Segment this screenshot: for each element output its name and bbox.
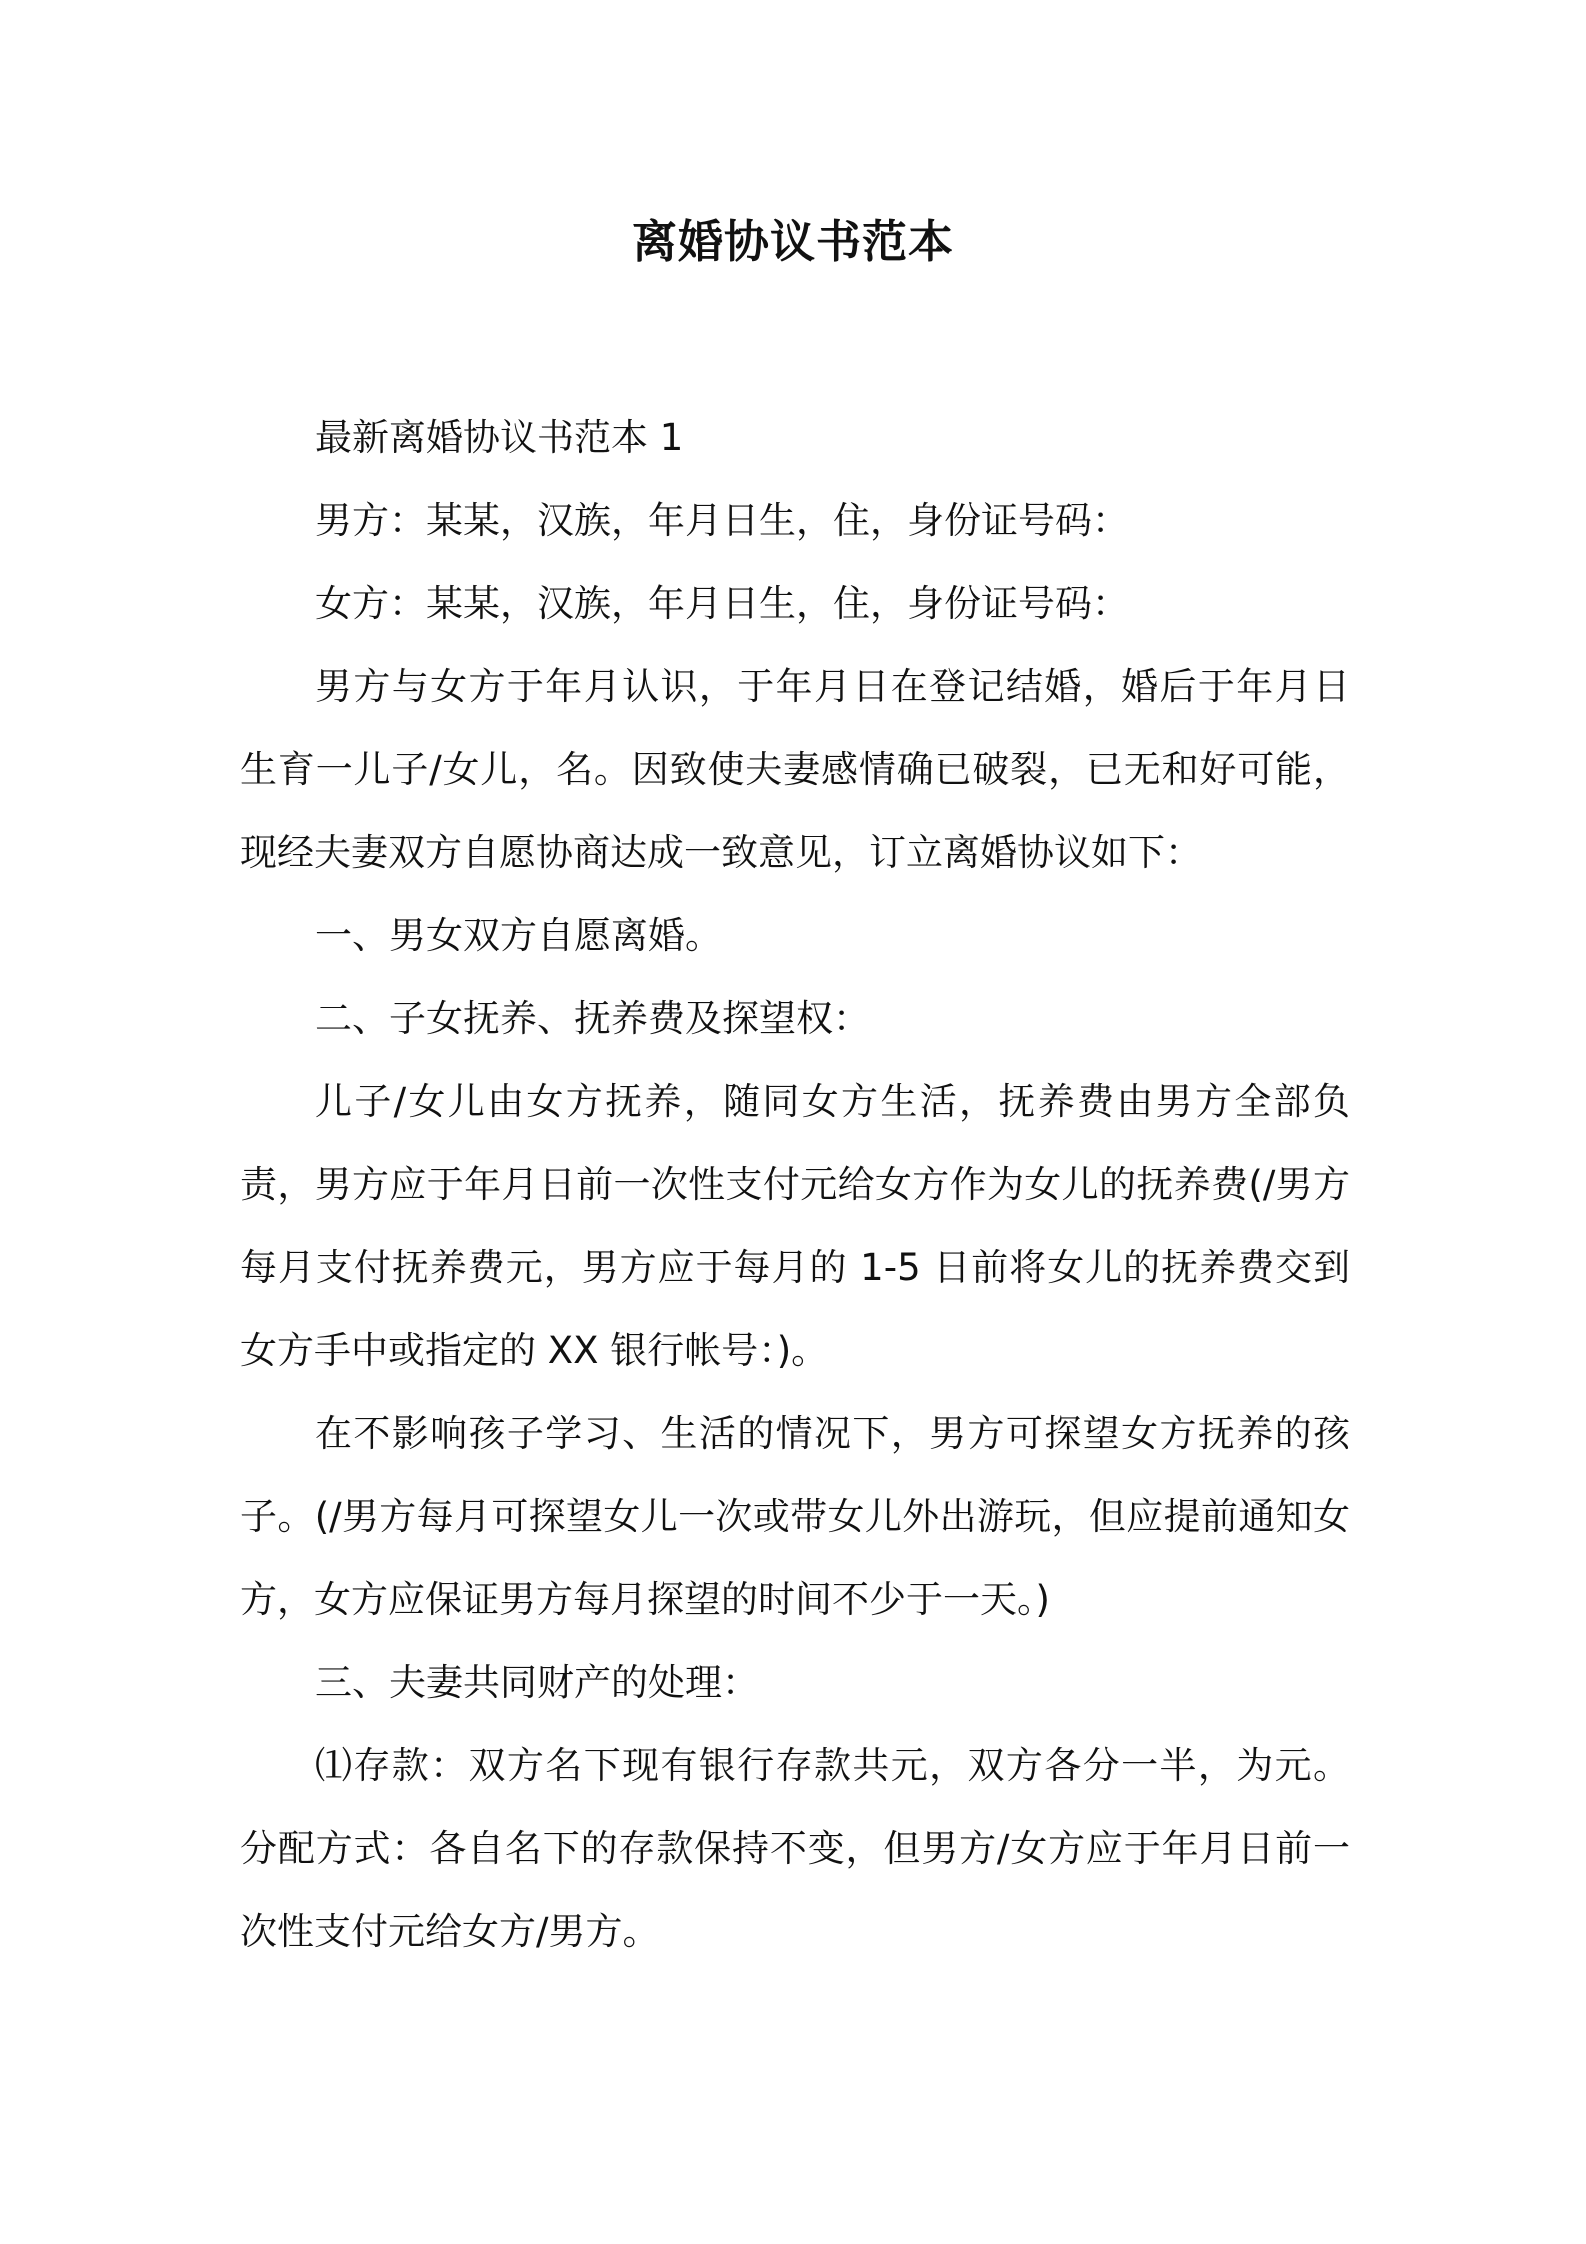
paragraph-clause-2: 二、子女抚养、抚养费及探望权： — [315, 997, 870, 1040]
document-body — [240, 396, 1350, 1973]
document-title: 离婚协议书范本 — [631, 215, 954, 268]
paragraph-clause-1: 一、男女双方自愿离婚。 — [315, 914, 722, 957]
paragraph-clause-3: 三、夫妻共同财产的处理： — [315, 1661, 759, 1704]
paragraph-deposits: ⑴存款：双方名下现有银行存款共元，双方各分一半，为元。分配方式：各自名下的存款保持不变，但男方/女方应于年月日前一次性支付元给女方/男方。 — [240, 1744, 1350, 1953]
paragraph-heading: 最新离婚协议书范本 1 — [315, 416, 684, 459]
paragraph-male-party: 男方：某某，汉族，年月日生，住，身份证号码： — [315, 499, 1129, 542]
paragraph-child-support: 儿子/女儿由女方抚养，随同女方生活，抚养费由男方全部负责，男方应于年月日前一次性支付元给女方作为女儿的抚养费(/男方每月支付抚养费元，男方应于每月的 1-5 日前将女儿的抚养费交到女方手中或指定的 XX 银行帐号：)。 — [240, 1080, 1350, 1372]
paragraph-visitation: 在不影响孩子学习、生活的情况下，男方可探望女方抚养的孩子。(/男方每月可探望女儿一次或带女儿外出游玩，但应提前通知女方，女方应保证男方每月探望的时间不少于一天。) — [240, 1412, 1350, 1621]
paragraph-background: 男方与女方于年月认识，于年月日在登记结婚，婚后于年月日生育一儿子/女儿，名。因致使夫妻感情确已破裂，已无和好可能，现经夫妻双方自愿协商达成一致意见，订立离婚协议如下： — [240, 665, 1350, 874]
paragraph-female-party: 女方：某某，汉族，年月日生，住，身份证号码： — [315, 582, 1129, 625]
